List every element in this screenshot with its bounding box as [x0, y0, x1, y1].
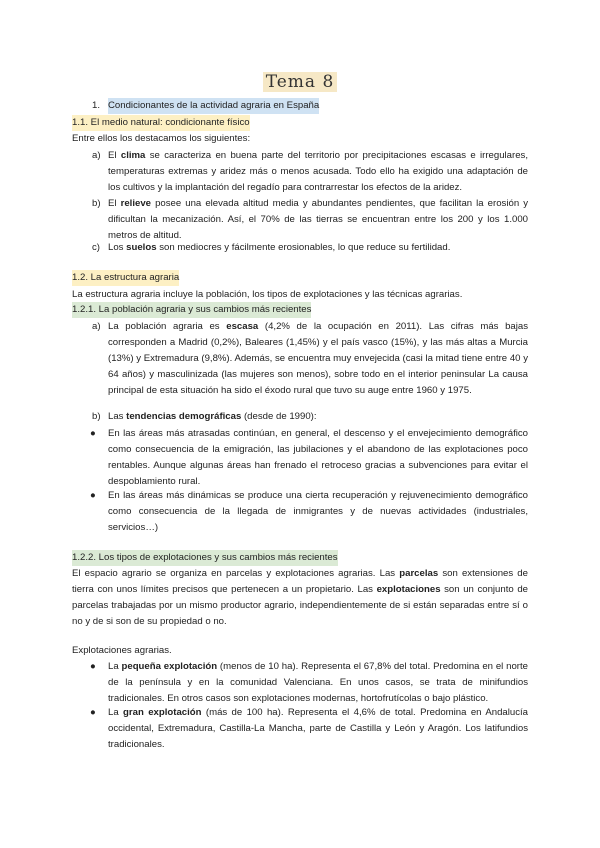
areas-atrasadas-paragraph: En las áreas más atrasadas continúan, en general, el descenso y el envejecimiento demográfico como consecuencia de la emigración, las jubilaciones y el abandono de las explotaciones poco rentables. Aunque algunas áreas han frenado el retroceso gracias a subvenciones para evitar el despoblamiento rural. [108, 428, 528, 487]
parcelas-paragraph: El espacio agrario se organiza en parcelas y explotaciones agrarias. Las parcelas son extensiones de tierra con unos límites precisos que pertenecen a un propietario. Las explotaciones son un conjunto de parcelas trabajadas por un mismo productor agrario, independientemente de si están separadas entre sí o no y de si son de su propiedad o no. [72, 568, 528, 627]
areas-dinamicas-paragraph: En las áreas más dinámicas se produce una cierta recuperación y rejuvenecimiento demográfico como consecuencia de la llegada de inmigrantes y de nuevas actividades (industriales, servicios…) [108, 490, 528, 533]
section-1-number: 1. [92, 100, 101, 111]
relieve-paragraph: El relieve posee una elevada altitud media y abundantes pendientes, que facilitan la erosión y dificultan la mecanización. Así, el 70% de las tierras se encuentran entre los 200 y los 1.000 metros de altitud. [108, 198, 529, 241]
item-marker-b: b) [92, 198, 101, 209]
section-1-2-1-heading: 1.2.1. La población agraria y sus cambios más recientes [72, 302, 311, 318]
item-marker-b2: b) [92, 411, 101, 422]
section-1-2-2-heading: 1.2.2. Los tipos de explotaciones y sus cambios más recientes [72, 550, 338, 566]
bullet-marker: ● [90, 490, 96, 501]
pequena-explotacion-paragraph: La pequeña explotación (menos de 10 ha). Representa el 67,8% del total. Predomina en el norte de la península y en la comunidad Valenciana. En unos casos, se trata de minifundios tradicionales. En otros casos son explotaciones modernas, hortofrutícolas o bajo plástico. [108, 661, 528, 704]
gran-explotacion-paragraph: La gran explotación (más de 100 ha). Representa el 4,6% de total. Predomina en Andalucía occidental, Extremadura, Castilla-La Mancha, parte de Castilla y León y Aragón. Los latifundios tradicionales. [108, 707, 529, 750]
section-1-heading: Condicionantes de la actividad agraria en España [108, 98, 319, 114]
bullet-marker: ● [90, 707, 96, 718]
bullet-marker: ● [90, 428, 96, 439]
bullet-marker: ● [90, 661, 96, 672]
item-marker-c: c) [92, 242, 100, 253]
poblacion-paragraph: La población agraria es escasa (4,2% de la ocupación en 2011). Las cifras más bajas corresponden a Madrid (0,2%), Baleares (1,45%) y el país vasco (15%), y las más altas a Murcia (13%) y Extremadura (9,8%). Además, se encuentra muy envejecida (casi la mitad tiene entre 40 y 64 años) y masculinizada (las mujeres son menos), sobre todo en el interior peninsular La causa principal de esta situación ha sido el éxodo rural que tuvo su auge entre 1960 y 1975. [108, 321, 529, 396]
tendencias-line: Las tendencias demográficas (desde de 1990): [108, 411, 317, 422]
section-1-2-heading: 1.2. La estructura agraria [72, 270, 179, 286]
suelos-paragraph: Los suelos son mediocres y fácilmente erosionables, lo que reduce su fertilidad. [108, 242, 451, 253]
page-title: Tema 8 [0, 72, 600, 92]
explotaciones-label: Explotaciones agrarias. [72, 645, 172, 656]
section-1-2-intro: La estructura agraria incluye la población, los tipos de explotaciones y las técnicas agrarias. [72, 289, 463, 300]
item-marker-a: a) [92, 150, 101, 161]
section-1-1-heading: 1.1. El medio natural: condicionante físico [72, 115, 250, 131]
clima-paragraph: El clima se caracteriza en buena parte del territorio por precipitaciones escasas e irregulares, temperaturas extremas y aridez más o menos acusada. Todo ello ha exigido una adaptación de los cultivos y la implantación del regadío para contrarrestar los efectos de la aridez. [108, 150, 528, 193]
item-marker-a2: a) [92, 321, 101, 332]
section-1-1-intro: Entre ellos los destacamos los siguientes: [72, 133, 251, 144]
